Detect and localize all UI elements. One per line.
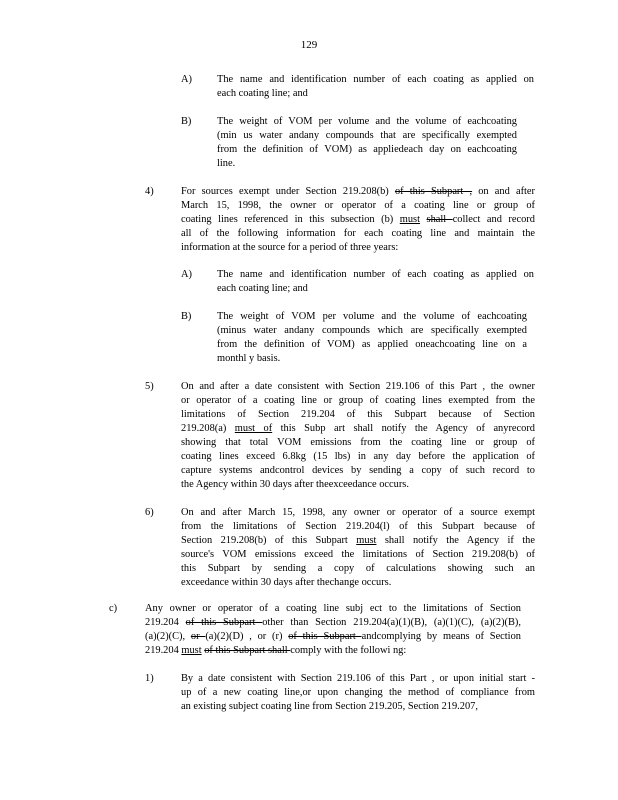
text-line (181, 213, 535, 227)
item-label: 4) (145, 186, 154, 197)
text-line (181, 380, 535, 394)
text-segment: an existing subject coating line from Section 219.205, Section 219.207, (181, 701, 478, 712)
struck-text: or (190, 631, 206, 642)
struck-text: shall (426, 214, 453, 225)
text-line (181, 408, 535, 422)
text-line (181, 422, 535, 436)
text-segment: exceedance within 30 days after thechange occurs. (181, 577, 392, 588)
text-segment: from the definition of VOM) as applied oneachcoating line on a (217, 339, 527, 350)
text-line (181, 548, 535, 562)
text-line (217, 268, 534, 282)
text-segment: (a)(2)(C), (145, 631, 191, 642)
struck-text: of this Subpart , (394, 186, 473, 197)
text-segment: andcomplying by means of Section (361, 631, 521, 642)
item-text (181, 672, 535, 714)
text-segment: shall notify the Agency if the (376, 535, 535, 546)
text-segment: up of a new coating line,or upon changing the method of compliance from (181, 687, 535, 698)
text-segment: March 15, 1998, the owner or operator of a coating line or group of (181, 200, 535, 211)
text-line (181, 478, 535, 492)
text-segment: The weight of VOM per volume and the volume of eachcoating (217, 311, 527, 322)
text-segment: from the limitations of Section 219.204(l) of this Subpart because of (181, 521, 535, 532)
item-text (217, 73, 534, 101)
text-segment: (minus water andany compounds which are specifically exempted (217, 325, 527, 336)
text-line (145, 602, 521, 616)
text-line (181, 394, 535, 408)
text-segment: on and after (472, 186, 535, 197)
text-segment: On and after a date consistent with Section 219.106 of this Part , the owner (181, 381, 535, 392)
text-line (217, 352, 527, 366)
item-text (217, 310, 527, 366)
text-segment: all of the following information for each coating line and maintain the (181, 228, 535, 239)
text-segment: By a date consistent with Section 219.106 of this Part , or upon initial start - (181, 673, 535, 684)
inserted-text: must of (234, 423, 273, 434)
text-line (217, 87, 534, 101)
item-label: c) (109, 603, 118, 614)
text-segment: 219.204 (145, 617, 186, 628)
text-line (145, 644, 521, 658)
inserted-text: must (356, 535, 377, 546)
text-segment: coating lines exceed 6.8kg (15 lbs) in any day before the application of (181, 451, 535, 462)
text-segment: Any owner or operator of a coating line subj ect to the limitations of Section (145, 603, 521, 614)
text-segment: each coating line; and (217, 283, 308, 294)
item-text (217, 268, 534, 296)
text-line (181, 506, 535, 520)
text-segment: 219.208(a) (181, 423, 235, 434)
text-line (181, 227, 535, 241)
text-segment: The weight of VOM per volume and the volume of eachcoating (217, 116, 517, 127)
text-line (217, 115, 517, 129)
text-segment: (a)(2)(D) , or (r) (205, 631, 289, 642)
item-label: 6) (145, 507, 154, 518)
text-line (181, 686, 535, 700)
text-line (217, 282, 534, 296)
text-line (181, 672, 535, 686)
text-segment: showing that total VOM emissions from the coating line or group of (181, 437, 535, 448)
text-line (181, 700, 535, 714)
text-segment: On and after March 15, 1998, any owner or operator of a source exempt (181, 507, 535, 518)
text-line (181, 562, 535, 576)
text-segment: (min us water andany compounds that are specifically exempted (217, 130, 517, 141)
text-line (181, 576, 535, 590)
text-segment: or operator of a coating line or group of coating lines exempted from the (181, 395, 535, 406)
text-line (217, 73, 534, 87)
item-label: A) (181, 269, 192, 280)
text-segment: from the definition of VOM) as appliedeach day on eachcoating (217, 144, 517, 155)
text-segment: each coating line; and (217, 88, 308, 99)
text-line (217, 310, 527, 324)
inserted-text: must (181, 645, 202, 656)
item-label: B) (181, 116, 192, 127)
item-text (145, 602, 521, 658)
text-segment: coating lines referenced in this subsection (b) (181, 214, 400, 225)
item-text (181, 185, 535, 255)
text-segment: The name and identification number of each coating as applied on (217, 269, 534, 280)
text-line (217, 338, 527, 352)
text-segment: other than Section 219.204(a)(1)(B), (a)(1)(C), (a)(2)(B), (262, 617, 521, 628)
page-number: 129 (300, 39, 318, 51)
item-label: 1) (145, 673, 154, 684)
struck-text: of this Subpart (185, 617, 263, 628)
item-label: 5) (145, 381, 154, 392)
text-line (181, 241, 535, 255)
text-segment: collect and record (452, 214, 535, 225)
text-segment: the Agency within 30 days after theexceedance occurs. (181, 479, 409, 490)
text-segment: comply with the followi ng: (290, 645, 407, 656)
text-segment: this Subpart by sending a copy of calculations showing such an (181, 563, 535, 574)
text-segment: 219.204 (145, 645, 182, 656)
text-line (217, 143, 517, 157)
text-line (145, 630, 521, 644)
text-segment: monthl y basis. (217, 353, 281, 364)
text-segment: capture systems andcontrol devices by sending a copy of such record to (181, 465, 535, 476)
text-segment: this Subp art shall notify the Agency of anyrecord (272, 423, 535, 434)
item-label: B) (181, 311, 192, 322)
text-line (217, 157, 517, 171)
text-line (145, 616, 521, 630)
text-line (217, 324, 527, 338)
item-text (181, 380, 535, 492)
item-label: A) (181, 74, 192, 85)
text-segment: The name and identification number of each coating as applied on (217, 74, 534, 85)
item-text (181, 506, 535, 590)
text-line (181, 534, 535, 548)
text-line (181, 450, 535, 464)
text-segment: line. (217, 158, 236, 169)
struck-text: of this Subpart (288, 631, 362, 642)
text-segment: Section 219.208(b) of this Subpart (181, 535, 357, 546)
item-text (217, 115, 517, 171)
text-segment: limitations of Section 219.204 of this Subpart because of Section (181, 409, 535, 420)
text-line (181, 185, 535, 199)
inserted-text: must (399, 214, 420, 225)
text-segment: information at the source for a period of three years: (181, 242, 399, 253)
text-line (217, 129, 517, 143)
text-segment: For sources exempt under Section 219.208(b) (181, 186, 395, 197)
text-line (181, 436, 535, 450)
text-line (181, 520, 535, 534)
text-line (181, 464, 535, 478)
text-segment: source's VOM emissions exceed the limitations of Section 219.208(b) of (181, 549, 535, 560)
struck-text: of this Subpart shall (204, 645, 291, 656)
text-line (181, 199, 535, 213)
